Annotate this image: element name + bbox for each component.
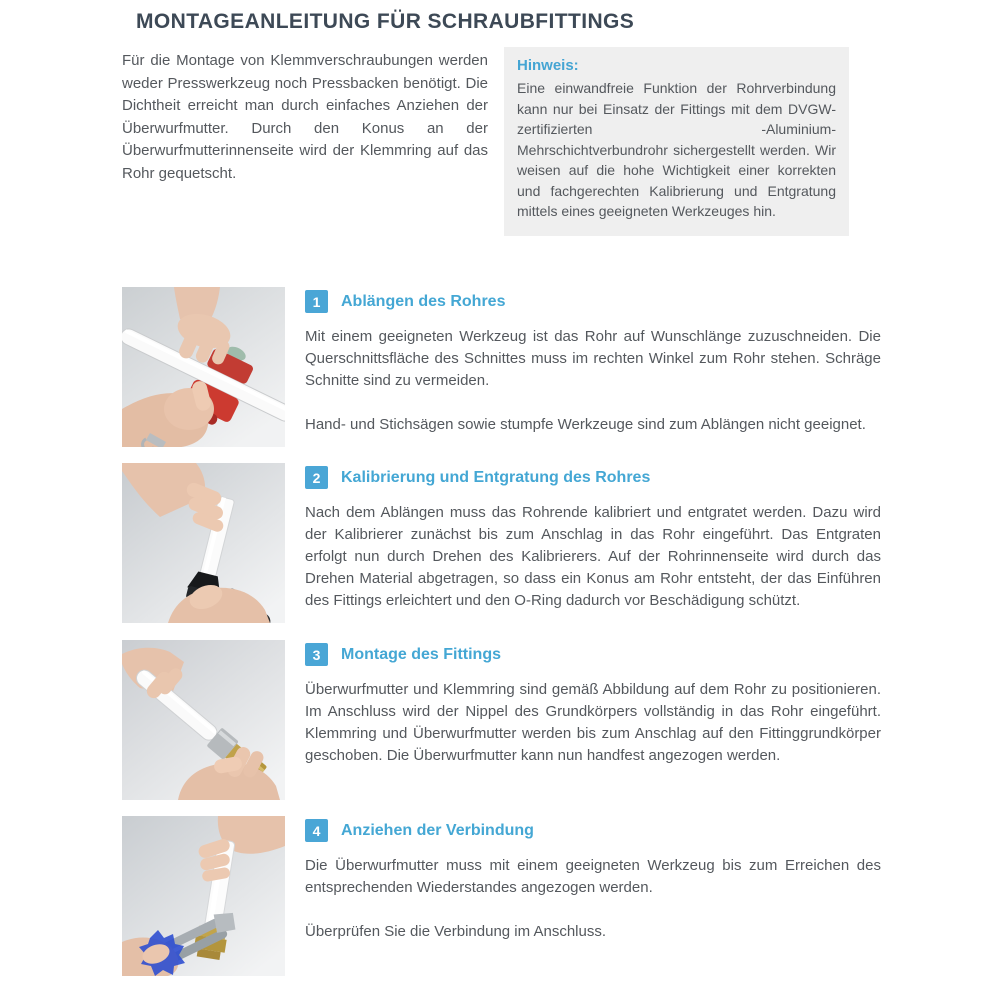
step-number-badge: 3 bbox=[305, 643, 328, 666]
step-number-badge: 1 bbox=[305, 290, 328, 313]
note-box bbox=[504, 47, 849, 236]
step-paragraph: Hand- und Stichsägen sowie stumpfe Werkzeuge sind zum Ablängen nicht geeignet. bbox=[305, 416, 866, 433]
intro-paragraph: Für die Montage von Klemmverschraubungen werden weder Presswerkzeug noch Pressbacken benötigt. Die Dichtheit erreicht man durch einfaches Anziehen der Überwurfmutter. Durch den Konus an der Überwurfmutterinnenseite wird der Klemmring auf das Rohr gequetscht. bbox=[122, 52, 488, 182]
tightening-with-pliers-illustration bbox=[122, 816, 285, 976]
step-4-photo bbox=[122, 816, 285, 976]
step-paragraph: Die Überwurfmutter muss mit einem geeigneten Werkzeug bis zum Erreichen des entsprechenden Wiederstandes angezogen werden. bbox=[305, 857, 881, 896]
note-label: Hinweis: bbox=[517, 57, 579, 74]
step-heading: Kalibrierung und Entgratung des Rohres bbox=[341, 468, 651, 486]
page-title: MONTAGEANLEITUNG FÜR SCHRAUBFITTINGS bbox=[136, 10, 635, 33]
pipe-calibrating-illustration bbox=[122, 463, 285, 623]
step-paragraph: Mit einem geeigneten Werkzeug ist das Rohr auf Wunschlänge zuzuschneiden. Die Querschnittsfläche des Schnittes muss im rechten Winkel zum Rohr stehen. Schräge Schnitte sind zu vermeiden. bbox=[305, 328, 881, 389]
pipe-cutting-illustration bbox=[122, 287, 285, 447]
step-paragraph: Überwurfmutter und Klemmring sind gemäß Abbildung auf dem Rohr zu positionieren. Im Anschluss wird der Nippel des Grundkörpers vollständig in das Rohr eingeführt. Klemmring und Überwurfmutter werden bis zum Anschlag auf den Fittinggrundkörper geschoben. Die Überwurfmutter kann nun handfest angezogen werden. bbox=[305, 681, 881, 764]
step-number-badge: 4 bbox=[305, 819, 328, 842]
note-text: Eine einwandfreie Funktion der Rohrverbindung kann nur bei Einsatz der Fittings mit dem DVGW-zertifizierten -Aluminium-Mehrschichtverbundrohr sichergestellt werden. Wir weisen auf die hohe Wichtigkeit einer korrekten und fachgerechten Kalibrierung und Entgratung mittels eines geeigneten Werkzeuges hin. bbox=[517, 80, 836, 219]
step-paragraph: Überprüfen Sie die Verbindung im Anschluss. bbox=[305, 923, 607, 940]
step-heading: Ablängen des Rohres bbox=[341, 292, 506, 310]
step-heading: Montage des Fittings bbox=[341, 645, 501, 663]
step-paragraph: Nach dem Ablängen muss das Rohrende kalibriert und entgratet werden. Dazu wird der Kalibrierer zunächst bis zum Anschlag in das Rohr eingeführt. Das Entgraten erfolgt nun durch Drehen des Kalibrierers. Auf der Rohrinnenseite wird durch das Drehen Material abgetragen, so dass ein Konus am Rohr entsteht, der das Einführen des Fittings erleichtert und den O-Ring dadurch vor Beschädigung schützt. bbox=[305, 504, 881, 609]
step-1-photo bbox=[122, 287, 285, 447]
step-number-badge: 2 bbox=[305, 466, 328, 489]
fitting-assembly-illustration bbox=[122, 640, 285, 800]
step-2-photo bbox=[122, 463, 285, 623]
step-heading: Anziehen der Verbindung bbox=[341, 821, 534, 839]
step-3-photo bbox=[122, 640, 285, 800]
